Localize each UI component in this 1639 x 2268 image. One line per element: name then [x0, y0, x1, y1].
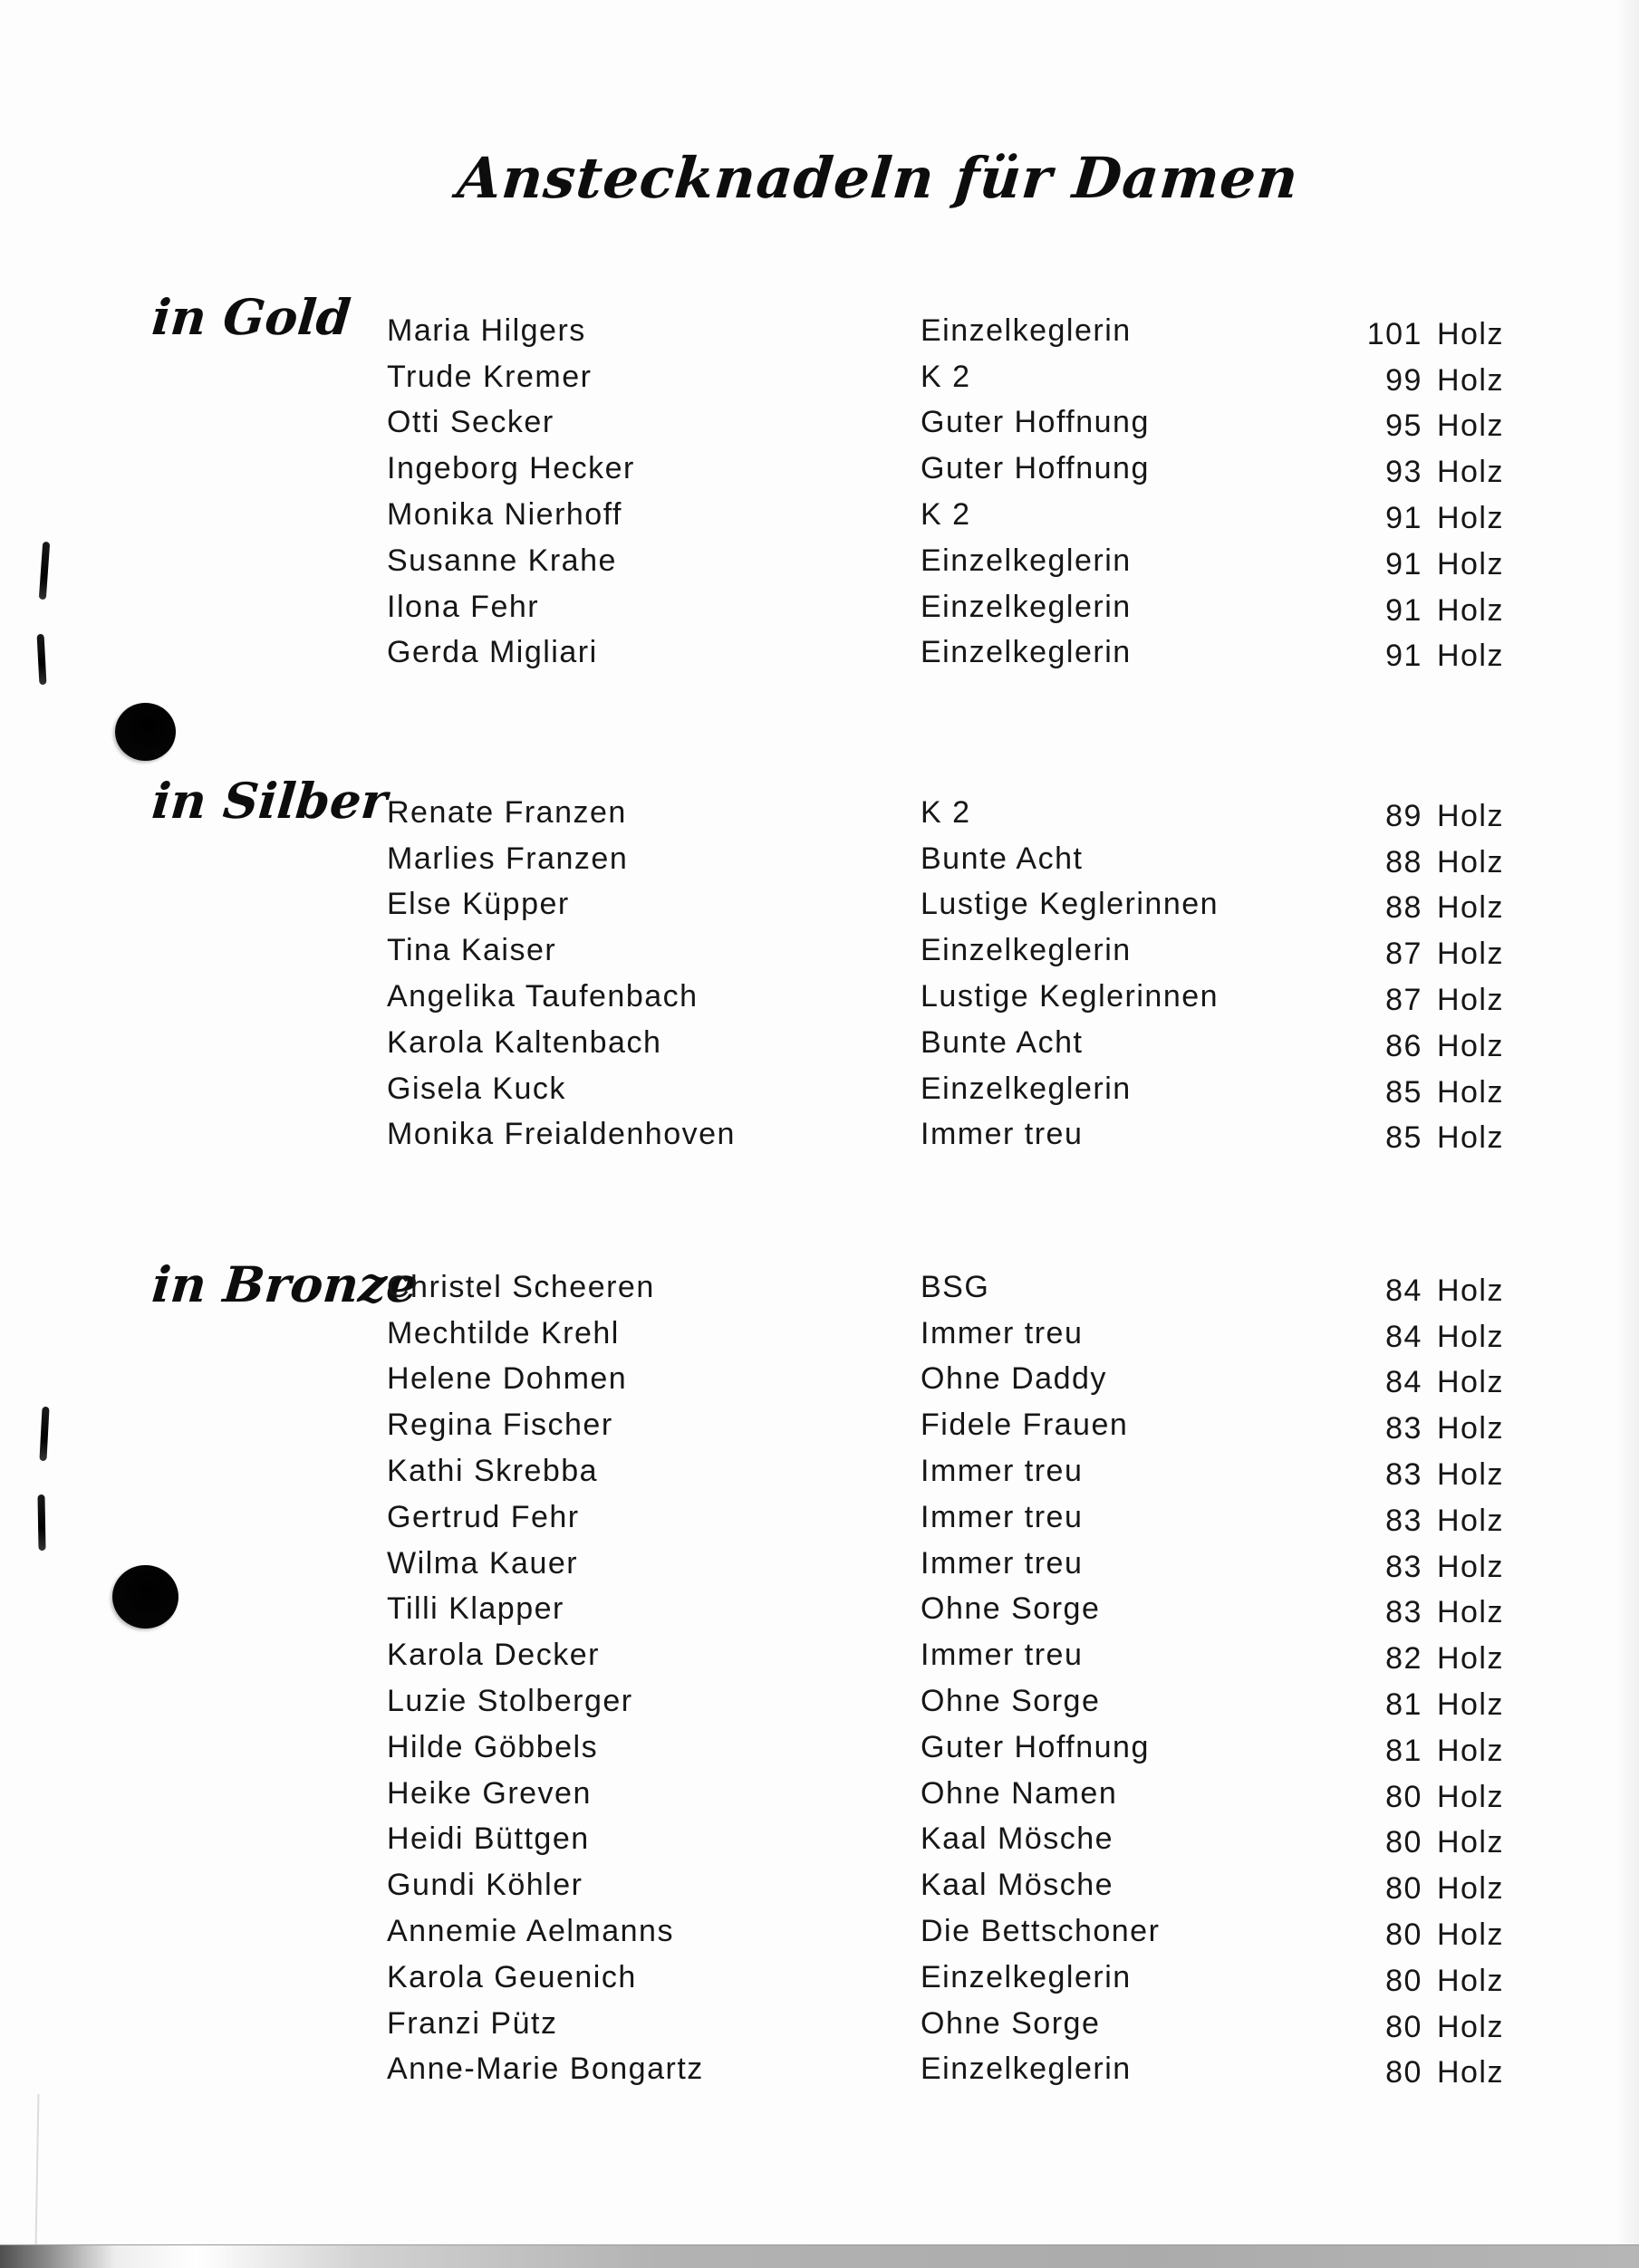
score-value: 83	[1385, 1457, 1422, 1493]
award-row	[387, 974, 1504, 1020]
club-name: Immer treu	[921, 1117, 1084, 1152]
score	[1305, 639, 1504, 674]
score	[1305, 1120, 1504, 1156]
person-name: Maria Hilgers	[387, 312, 586, 348]
score-value: 83	[1385, 1549, 1422, 1584]
score	[1305, 1595, 1504, 1630]
award-row	[387, 1955, 1504, 2001]
club-name: Guter Hoffnung	[921, 451, 1150, 486]
score-value: 88	[1385, 890, 1422, 926]
award-row	[387, 1112, 1504, 1158]
score	[1305, 455, 1504, 490]
person-name: Else Küpper	[387, 887, 570, 922]
person-name: Heidi Büttgen	[387, 1821, 590, 1857]
score-value: 86	[1385, 1028, 1422, 1063]
person-name: Gundi Köhler	[387, 1868, 583, 1903]
club-name: Fidele Frauen	[921, 1408, 1129, 1443]
club-name: K 2	[921, 497, 971, 533]
award-row	[387, 492, 1504, 538]
award-row	[387, 790, 1504, 836]
club-name: Lustige Keglerinnen	[921, 887, 1220, 922]
scanner-bed-edge	[0, 2244, 1639, 2268]
score-value: 83	[1385, 1503, 1422, 1538]
score-unit: Holz	[1436, 1825, 1504, 1860]
score	[1305, 1504, 1504, 1539]
club-name: Ohne Sorge	[921, 1591, 1101, 1627]
award-row	[387, 1448, 1504, 1494]
hole-punch-mark	[112, 1565, 178, 1629]
score	[1305, 890, 1504, 926]
section-bronze-rows	[387, 1264, 1504, 2092]
page-title: Anstecknadeln für Damen	[454, 145, 1302, 211]
score-value: 82	[1385, 1641, 1422, 1677]
score-unit: Holz	[1436, 546, 1504, 581]
score	[1305, 1273, 1504, 1309]
person-name: Marlies Franzen	[387, 841, 629, 876]
score	[1305, 1029, 1504, 1064]
score	[1305, 1917, 1504, 1953]
staple-mark	[39, 1407, 49, 1461]
award-row	[387, 1908, 1504, 1955]
score-unit: Holz	[1436, 1074, 1504, 1110]
person-name: Otti Secker	[387, 405, 554, 440]
score-unit: Holz	[1436, 639, 1504, 674]
staple-mark	[39, 542, 50, 600]
award-row	[387, 1357, 1504, 1403]
club-name: Einzelkeglerin	[921, 312, 1132, 348]
score-value: 95	[1385, 408, 1422, 444]
score-value: 81	[1385, 1733, 1422, 1768]
score-unit: Holz	[1436, 408, 1504, 444]
club-name: Immer treu	[921, 1638, 1084, 1673]
award-row	[387, 400, 1504, 447]
score-unit: Holz	[1436, 1120, 1504, 1156]
person-name: Regina Fischer	[387, 1408, 613, 1443]
award-row	[387, 1541, 1504, 1587]
club-name: Immer treu	[921, 1545, 1084, 1581]
person-name: Helene Dohmen	[387, 1361, 628, 1397]
person-name: Monika Freialdenhoven	[387, 1117, 736, 1152]
score-unit: Holz	[1436, 1595, 1504, 1630]
person-name: Luzie Stolberger	[387, 1684, 633, 1719]
score-unit: Holz	[1436, 1549, 1504, 1584]
club-name: Kaal Mösche	[921, 1821, 1114, 1857]
person-name: Trude Kremer	[387, 359, 593, 394]
club-name: K 2	[921, 794, 971, 830]
score-value: 91	[1385, 639, 1422, 674]
score	[1305, 363, 1504, 399]
award-row	[387, 836, 1504, 882]
score-unit: Holz	[1436, 1319, 1504, 1354]
score-value: 80	[1385, 1917, 1422, 1953]
person-name: Susanne Krahe	[387, 543, 617, 578]
score-unit: Holz	[1436, 1871, 1504, 1907]
award-row	[387, 354, 1504, 400]
score	[1305, 1320, 1504, 1355]
score	[1305, 2010, 1504, 2045]
person-name: Christel Scheeren	[387, 1269, 655, 1304]
club-name: Einzelkeglerin	[921, 543, 1132, 578]
award-row	[387, 308, 1504, 354]
club-name: Immer treu	[921, 1499, 1084, 1534]
club-name: Immer treu	[921, 1315, 1084, 1350]
score-value: 80	[1385, 1825, 1422, 1860]
club-name: Einzelkeglerin	[921, 589, 1132, 624]
score-unit: Holz	[1436, 2055, 1504, 2090]
person-name: Mechtilde Krehl	[387, 1315, 620, 1350]
person-name: Monika Nierhoff	[387, 497, 622, 533]
score	[1305, 1365, 1504, 1400]
score-unit: Holz	[1436, 1273, 1504, 1308]
award-row	[387, 1264, 1504, 1311]
award-row	[387, 1817, 1504, 1863]
club-name: Ohne Daddy	[921, 1361, 1107, 1397]
score	[1305, 408, 1504, 444]
club-name: Einzelkeglerin	[921, 1959, 1132, 1994]
award-row	[387, 1587, 1504, 1633]
person-name: Ilona Fehr	[387, 589, 540, 624]
score	[1305, 799, 1504, 834]
section-gold-label: in Gold	[149, 288, 353, 346]
award-row	[387, 1066, 1504, 1112]
section-bronze-label: in Bronze	[149, 1255, 420, 1313]
score	[1305, 317, 1504, 352]
score-value: 91	[1385, 546, 1422, 581]
award-row	[387, 1678, 1504, 1725]
club-name: Einzelkeglerin	[921, 1071, 1132, 1106]
score	[1305, 547, 1504, 582]
club-name: Ohne Sorge	[921, 2005, 1101, 2041]
club-name: Guter Hoffnung	[921, 405, 1150, 440]
score	[1305, 1964, 1504, 1999]
club-name: Kaal Mösche	[921, 1868, 1114, 1903]
section-silber-label: in Silber	[149, 772, 390, 830]
club-name: Immer treu	[921, 1454, 1084, 1489]
score-unit: Holz	[1436, 592, 1504, 628]
score-unit: Holz	[1436, 362, 1504, 398]
person-name: Karola Decker	[387, 1638, 600, 1673]
person-name: Renate Franzen	[387, 794, 627, 830]
award-row	[387, 1632, 1504, 1678]
score-value: 99	[1385, 362, 1422, 398]
person-name: Heike Greven	[387, 1775, 592, 1811]
score	[1305, 1075, 1504, 1110]
club-name: Ohne Namen	[921, 1775, 1118, 1811]
person-name: Franzi Pütz	[387, 2005, 558, 2041]
staple-mark	[37, 1494, 45, 1551]
score-value: 91	[1385, 592, 1422, 628]
club-name: Ohne Sorge	[921, 1684, 1101, 1719]
award-row	[387, 1402, 1504, 1448]
score	[1305, 845, 1504, 880]
score-unit: Holz	[1436, 1411, 1504, 1446]
award-row	[387, 630, 1504, 677]
person-name: Ingeborg Hecker	[387, 451, 635, 486]
person-name: Tilli Klapper	[387, 1591, 564, 1627]
award-row	[387, 1725, 1504, 1771]
score-value: 93	[1385, 455, 1422, 490]
score-value: 80	[1385, 1963, 1422, 1998]
score	[1305, 983, 1504, 1018]
score-value: 88	[1385, 844, 1422, 879]
score-value: 87	[1385, 937, 1422, 972]
score-unit: Holz	[1436, 501, 1504, 536]
score	[1305, 1871, 1504, 1907]
score-unit: Holz	[1436, 890, 1504, 926]
score-unit: Holz	[1436, 798, 1504, 833]
score-value: 87	[1385, 983, 1422, 1018]
score	[1305, 501, 1504, 536]
score-value: 84	[1385, 1319, 1422, 1354]
score-value: 83	[1385, 1595, 1422, 1630]
club-name: BSG	[921, 1269, 990, 1304]
section-gold-rows	[387, 308, 1504, 676]
award-row	[387, 1862, 1504, 1908]
score-unit: Holz	[1436, 1028, 1504, 1063]
person-name: Karola Kaltenbach	[387, 1024, 662, 1060]
score-unit: Holz	[1436, 1733, 1504, 1768]
score-value: 80	[1385, 2055, 1422, 2090]
club-name: Bunte Acht	[921, 841, 1084, 876]
person-name: Wilma Kauer	[387, 1545, 579, 1581]
person-name: Annemie Aelmanns	[387, 1914, 674, 1949]
score-unit: Holz	[1436, 1457, 1504, 1493]
staple-mark	[37, 634, 47, 685]
person-name: Gisela Kuck	[387, 1071, 566, 1106]
person-name: Hilde Göbbels	[387, 1729, 599, 1764]
score-value: 81	[1385, 1687, 1422, 1723]
score-unit: Holz	[1436, 1687, 1504, 1723]
score-value: 85	[1385, 1120, 1422, 1156]
score-value: 91	[1385, 501, 1422, 536]
award-row	[387, 584, 1504, 630]
person-name: Tina Kaiser	[387, 933, 557, 968]
score-unit: Holz	[1436, 455, 1504, 490]
score-value: 84	[1385, 1273, 1422, 1308]
club-name: Einzelkeglerin	[921, 2052, 1132, 2087]
club-name: Guter Hoffnung	[921, 1729, 1150, 1764]
award-row	[387, 882, 1504, 928]
score	[1305, 937, 1504, 972]
score-value: 85	[1385, 1074, 1422, 1110]
score-value: 83	[1385, 1411, 1422, 1446]
score-unit: Holz	[1436, 2009, 1504, 2044]
award-row	[387, 2001, 1504, 2047]
score-unit: Holz	[1436, 1365, 1504, 1400]
award-row	[387, 1771, 1504, 1817]
award-row	[387, 538, 1504, 584]
section-silber-rows	[387, 790, 1504, 1158]
award-row	[387, 927, 1504, 974]
score	[1305, 1734, 1504, 1769]
score-unit: Holz	[1436, 1641, 1504, 1677]
club-name: Bunte Acht	[921, 1024, 1084, 1060]
score-unit: Holz	[1436, 937, 1504, 972]
club-name: K 2	[921, 359, 971, 394]
score-unit: Holz	[1436, 1779, 1504, 1814]
score-value: 80	[1385, 1871, 1422, 1907]
person-name: Gertrud Fehr	[387, 1499, 580, 1534]
award-row	[387, 446, 1504, 492]
person-name: Gerda Migliari	[387, 635, 598, 670]
score-unit: Holz	[1436, 316, 1504, 351]
score-value: 80	[1385, 1779, 1422, 1814]
club-name: Lustige Keglerinnen	[921, 979, 1220, 1014]
score-value: 89	[1385, 798, 1422, 833]
person-name: Karola Geuenich	[387, 1959, 637, 1994]
club-name: Die Bettschoner	[921, 1914, 1161, 1949]
score-unit: Holz	[1436, 1917, 1504, 1953]
score	[1305, 1780, 1504, 1815]
score-value: 101	[1366, 316, 1422, 351]
score-unit: Holz	[1436, 983, 1504, 1018]
score	[1305, 1457, 1504, 1493]
score-value: 84	[1385, 1365, 1422, 1400]
award-row	[387, 2047, 1504, 2093]
scan-crease-line	[35, 2094, 40, 2246]
award-row	[387, 1020, 1504, 1066]
score-unit: Holz	[1436, 844, 1504, 879]
person-name: Angelika Taufenbach	[387, 979, 699, 1014]
score	[1305, 1641, 1504, 1677]
score	[1305, 1550, 1504, 1585]
award-row	[387, 1311, 1504, 1357]
score-unit: Holz	[1436, 1503, 1504, 1538]
score	[1305, 1825, 1504, 1860]
club-name: Einzelkeglerin	[921, 933, 1132, 968]
scan-edge-shadow	[1615, 0, 1639, 2268]
person-name: Kathi Skrebba	[387, 1454, 599, 1489]
score	[1305, 2055, 1504, 2090]
club-name: Einzelkeglerin	[921, 635, 1132, 670]
score-value: 80	[1385, 2009, 1422, 2044]
person-name: Anne-Marie Bongartz	[387, 2052, 704, 2087]
score	[1305, 1687, 1504, 1723]
award-row	[387, 1494, 1504, 1541]
score	[1305, 593, 1504, 629]
score	[1305, 1411, 1504, 1446]
score-unit: Holz	[1436, 1963, 1504, 1998]
hole-punch-mark	[115, 703, 176, 761]
